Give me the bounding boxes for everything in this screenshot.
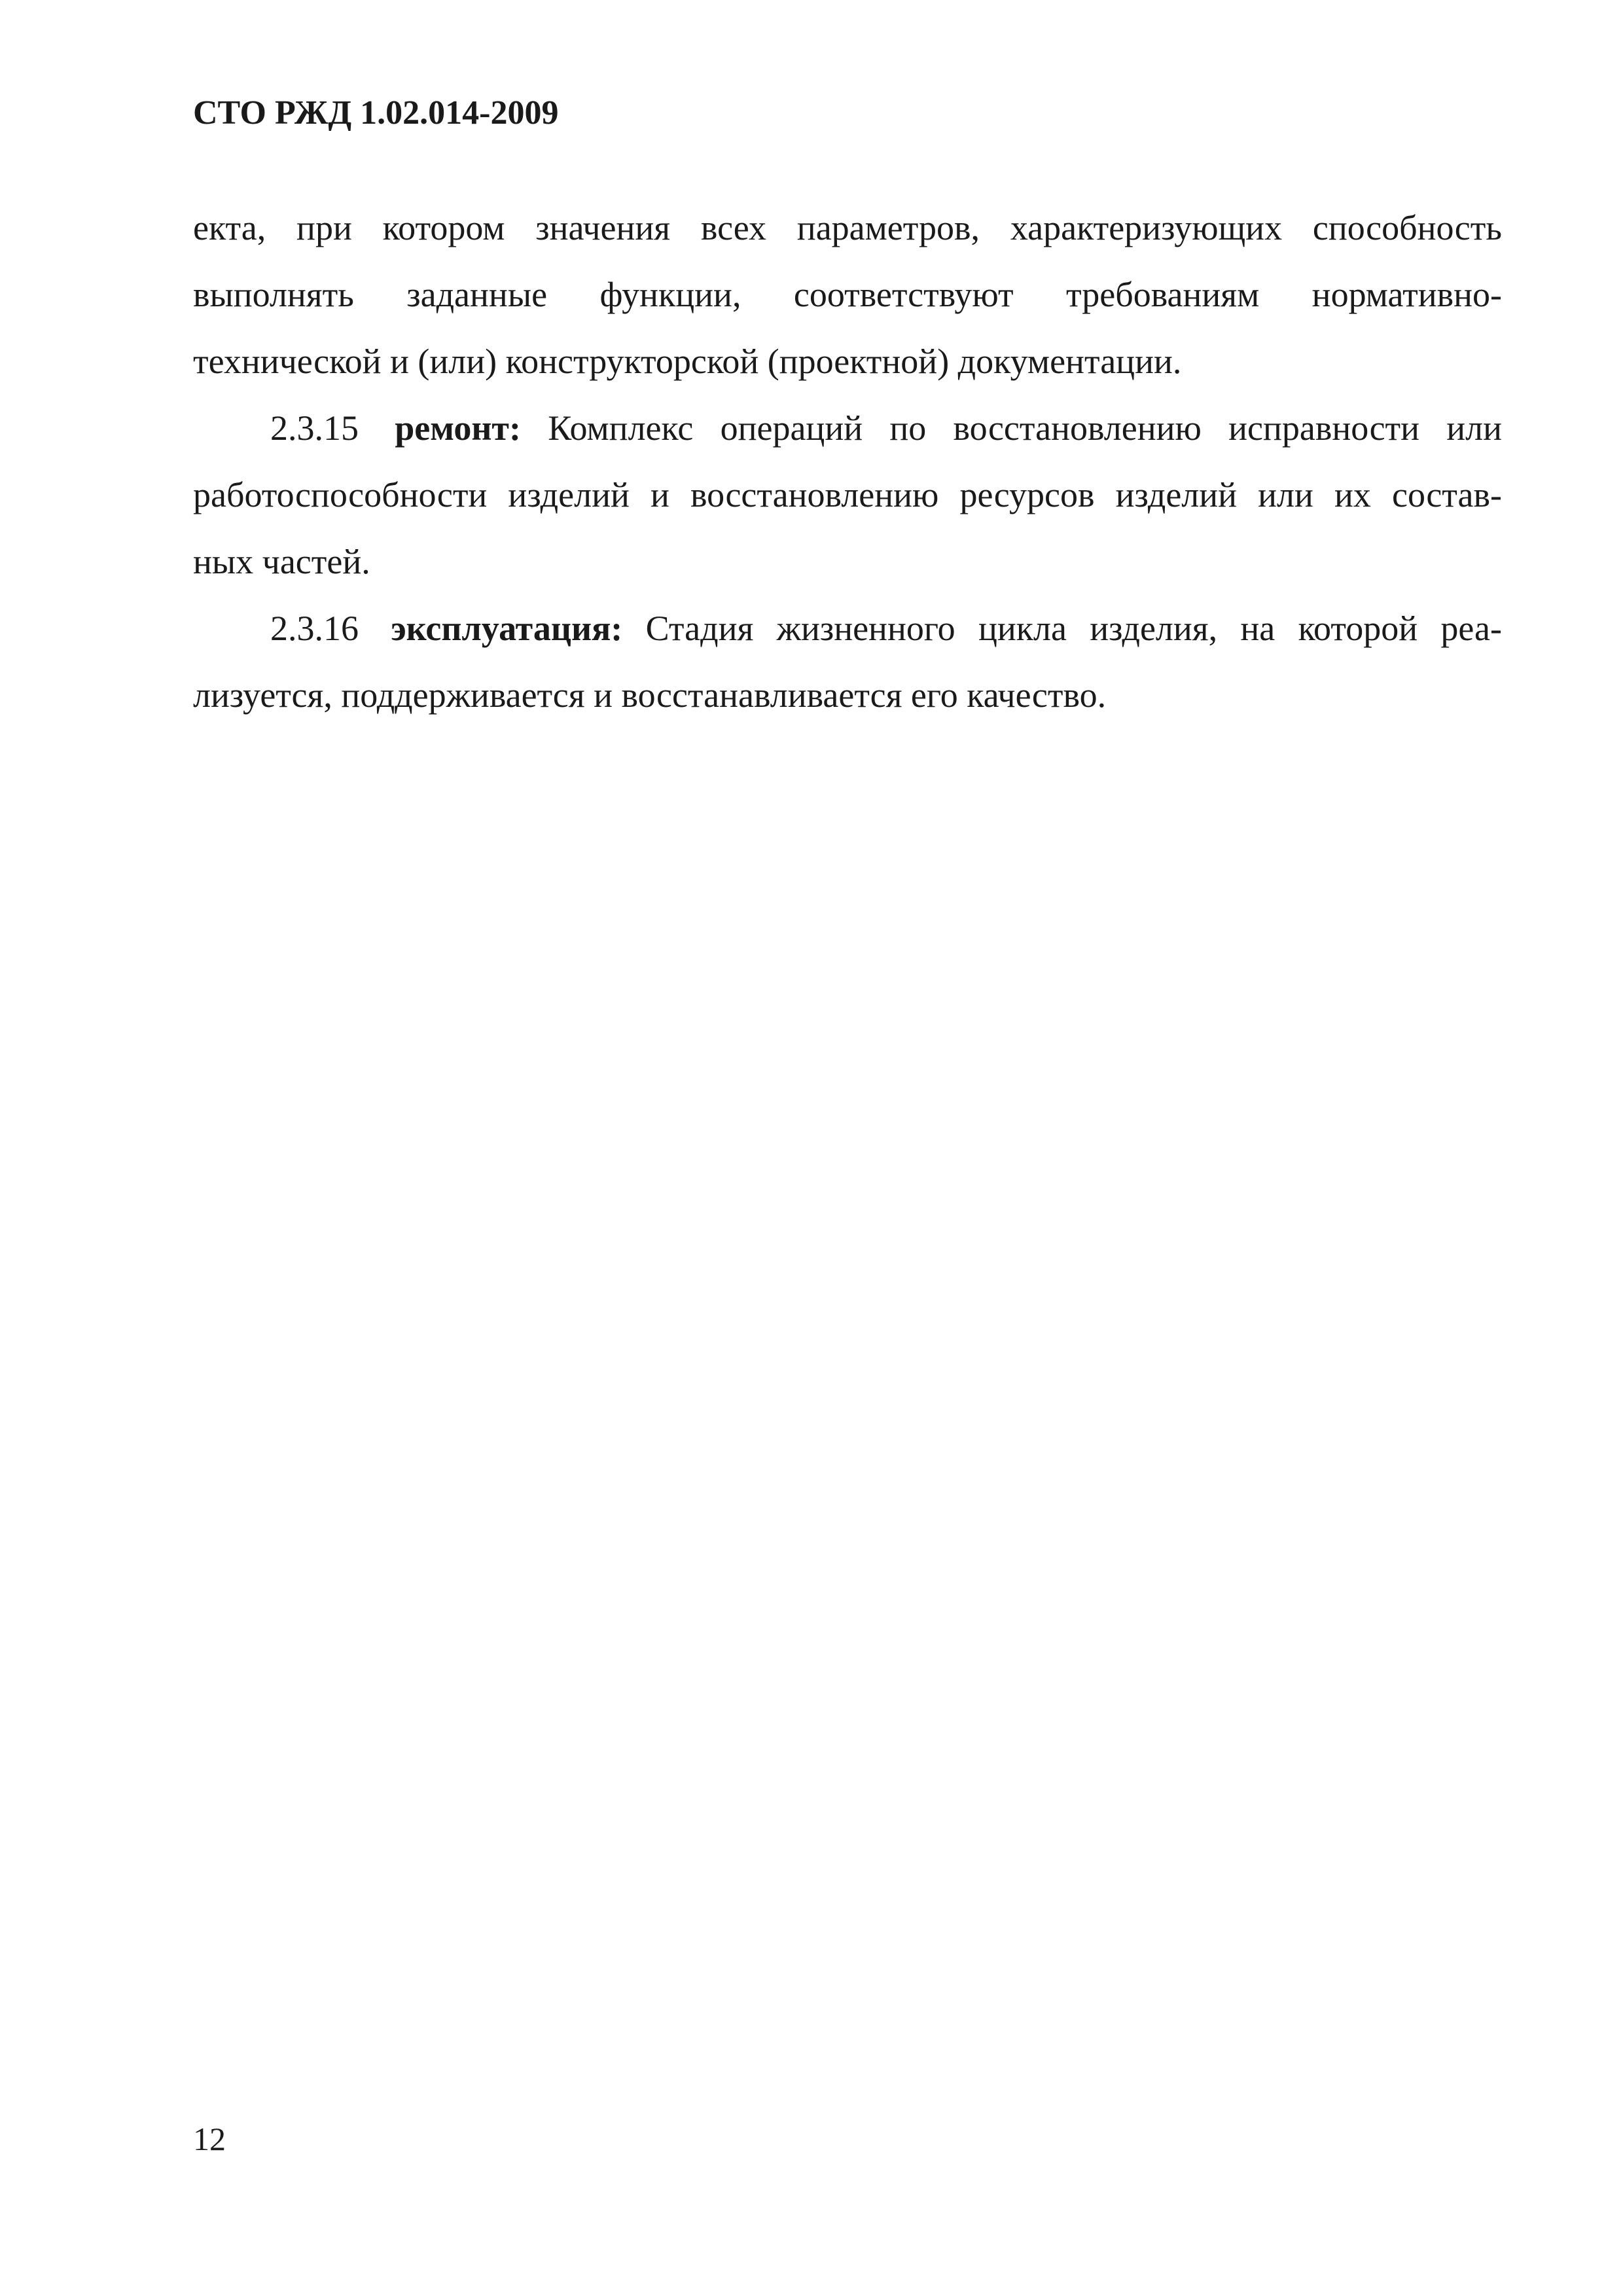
paragraph-continuation: [193, 194, 1502, 395]
text-line: работоспособности изделий и восстановлению ресурсов изделий или их состав-: [193, 475, 1502, 514]
defined-term: ремонт:: [395, 408, 521, 448]
text-line: выполнять заданные функции, соответствуют требованиям нормативно-: [193, 275, 1502, 314]
clause-number: 2.3.15: [270, 408, 359, 448]
defined-term: эксплуатация:: [391, 609, 623, 648]
text-line: екта, при котором значения всех параметров, характеризующих способность: [193, 208, 1502, 247]
definition-text: Стадия жизненного цикла изделия, на которой реа-: [645, 609, 1503, 648]
text-line: лизуется, поддерживается и восстанавливается его качество.: [193, 675, 1107, 715]
page-number: 12: [193, 2121, 226, 2157]
text-line: [193, 395, 1502, 461]
text-line: технической и (или) конструкторской (проектной) документации.: [193, 342, 1182, 381]
document-code-header: СТО РЖД 1.02.014-2009: [193, 94, 559, 132]
definition-text: Комплекс операций по восстановлению исправности или: [548, 408, 1503, 448]
text-line: [193, 595, 1502, 662]
definition-repair: [193, 395, 1502, 595]
text-line: ных частей.: [193, 542, 370, 581]
body-text: [193, 194, 1502, 728]
definition-operation: [193, 595, 1502, 728]
clause-number: 2.3.16: [270, 609, 359, 648]
